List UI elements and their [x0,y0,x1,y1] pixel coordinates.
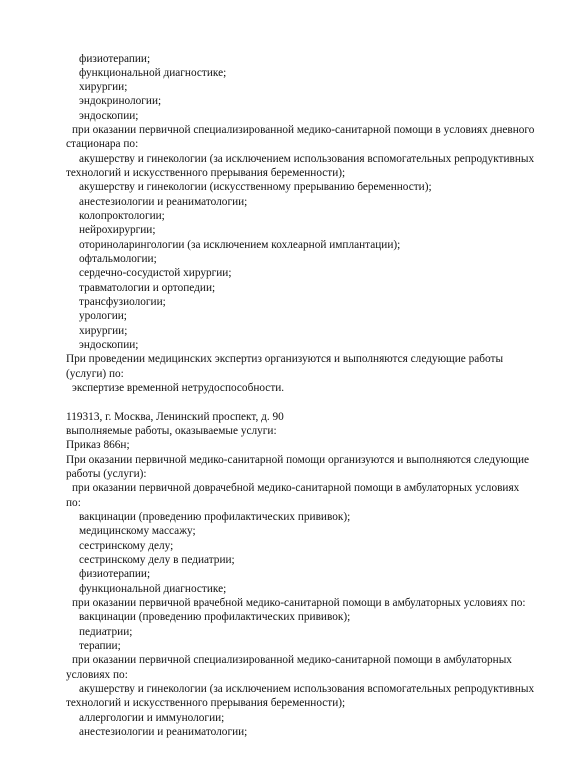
text-line: хирургии; [79,81,128,93]
text-line: экспертизе временной нетрудоспособности. [72,382,285,394]
text-line: при оказании первичной специализированной медико-санитарной помощи в амбулаторных [72,654,512,666]
text-line: по: [66,497,81,509]
text-line: травматологии и ортопедии; [79,282,216,294]
text-line: физиотерапии; [79,53,151,65]
text-line: 119313, г. Москва, Ленинский проспект, д. 90 [66,411,284,423]
text-line: вакцинации (проведению профилактических прививок); [79,511,351,523]
text-line: акушерству и гинекологии (за исключением использования вспомогательных репродуктивных [79,153,535,165]
text-line: функциональной диагностике; [79,583,227,595]
text-line: сердечно-сосудистой хирургии; [79,267,232,279]
text-line: при оказании первичной врачебной медико-санитарной помощи в амбулаторных условиях по: [72,597,526,609]
text-line: эндоскопии; [79,339,139,351]
text-line: стационара по: [66,138,139,150]
text-line: эндокринологии; [79,95,162,107]
text-line: сестринскому делу в педиатрии; [79,554,235,566]
text-line: хирургии; [79,325,128,337]
text-line: эндоскопии; [79,110,139,122]
text-line: терапии; [79,640,121,652]
text-line: оториноларингологии (за исключением кохлеарной имплантации); [79,239,401,251]
text-line: вакцинации (проведению профилактических прививок); [79,611,351,623]
text-line: нейрохирургии; [79,224,156,236]
text-line: технологий и искусственного прерывания беременности); [66,167,346,179]
text-line: колопроктологии; [79,210,165,222]
text-line: Приказ 866н; [66,439,130,451]
text-line: медицинскому массажу; [79,525,196,537]
text-line: трансфузиологии; [79,296,166,308]
text-line: офтальмологии; [79,253,157,265]
text-line: При оказании первичной медико-санитарной помощи организуются и выполняются следующие [66,454,530,466]
text-line: при оказании первичной специализированной медико-санитарной помощи в условиях дневного [72,124,535,136]
text-line: физиотерапии; [79,568,151,580]
text-line: При проведении медицинских экспертиз организуются и выполняются следующие работы [66,353,504,365]
text-line: сестринскому делу; [79,540,174,552]
text-line: аллергологии и иммунологии; [79,712,225,724]
text-line: (услуги) по: [66,368,124,380]
text-line: функциональной диагностике; [79,67,227,79]
text-line: технологий и искусственного прерывания беременности); [66,697,346,709]
text-line: условиях по: [66,669,128,681]
text-line: выполняемые работы, оказываемые услуги: [66,425,277,437]
text-line: акушерству и гинекологии (за исключением использования вспомогательных репродуктивных [79,683,535,695]
text-line: при оказании первичной доврачебной медико-санитарной помощи в амбулаторных условиях [72,482,520,494]
text-line: педиатрии; [79,626,133,638]
text-line: акушерству и гинекологии (искусственному прерыванию беременности); [79,181,432,193]
text-line: анестезиологии и реаниматологии; [79,726,248,738]
text-line: работы (услуги): [66,468,147,480]
text-line: урологии; [79,310,127,322]
text-line: анестезиологии и реаниматологии; [79,196,248,208]
